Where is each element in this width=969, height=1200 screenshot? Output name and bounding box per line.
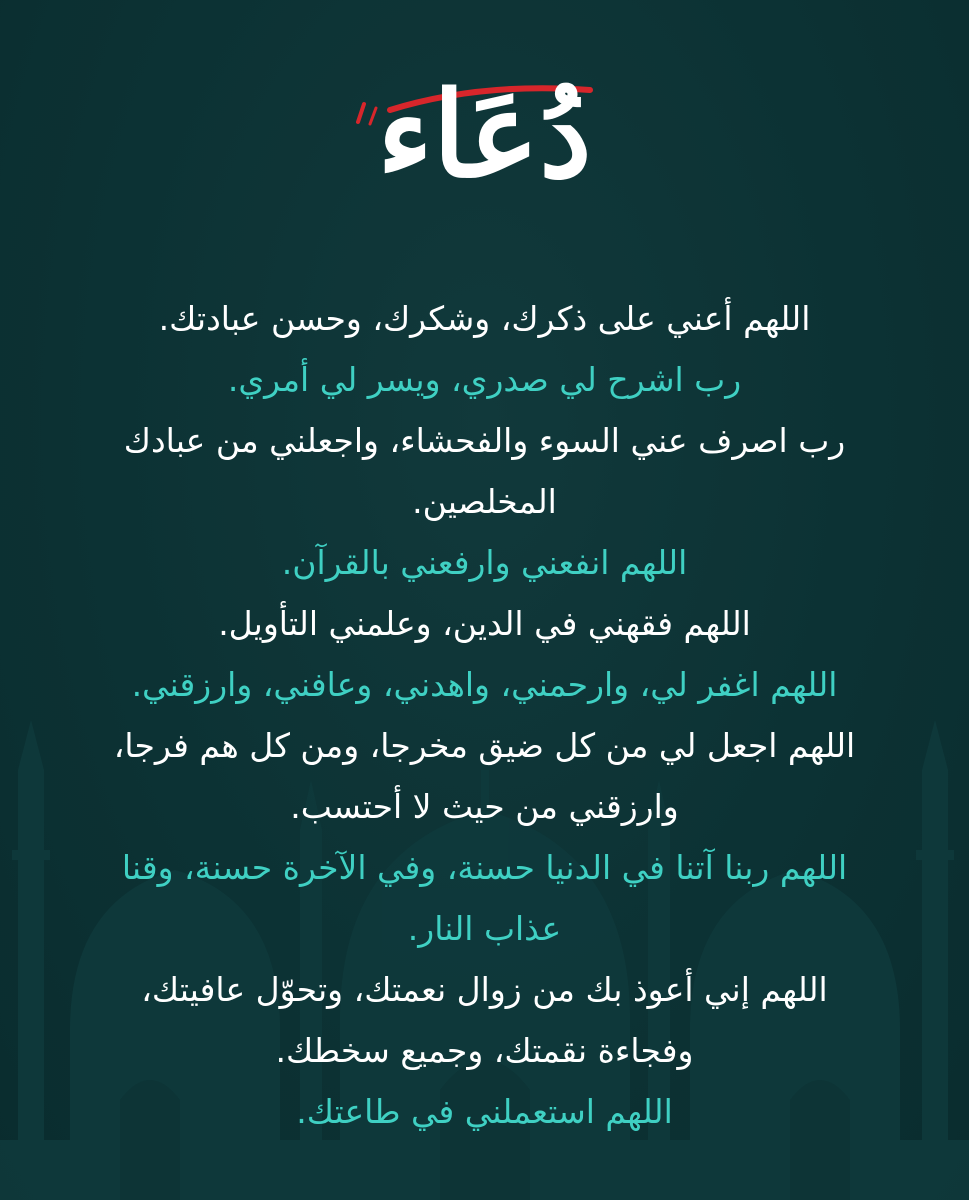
- dua-line: وارزقني من حيث لا أحتسب.: [290, 787, 679, 826]
- dua-line: اللهم اغفر لي، وارحمني، واهدني، وعافني، وارزقني.: [131, 665, 838, 704]
- dua-line: اللهم أعني على ذكرك، وشكرك، وحسن عبادتك.: [158, 299, 811, 338]
- dua-line: رب اصرف عني السوء والفحشاء، واجعلني من عبادك: [123, 421, 846, 460]
- dua-line: اللهم اجعل لي من كل ضيق مخرجا، ومن كل هم فرجا،: [113, 726, 856, 765]
- dua-line: اللهم استعملني في طاعتك.: [296, 1092, 673, 1131]
- dua-line: اللهم فقهني في الدين، وعلمني التأويل.: [218, 604, 751, 643]
- title-container: [0, 40, 969, 230]
- dua-line: المخلصين.: [412, 482, 557, 521]
- dua-line: عذاب النار.: [407, 909, 562, 948]
- dua-line: اللهم ربنا آتنا في الدنيا حسنة، وفي الآخرة حسنة، وقنا: [121, 848, 848, 887]
- dua-lines: [60, 290, 909, 1144]
- dua-line: رب اشرح لي صدري، ويسر لي أمري.: [227, 360, 742, 399]
- page-title: دُعَاء: [377, 65, 592, 204]
- dua-line: اللهم انفعني وارفعني بالقرآن.: [281, 543, 688, 582]
- dua-line: وفجاءة نقمتك، وجميع سخطك.: [275, 1031, 694, 1070]
- dua-line: اللهم إني أعوذ بك من زوال نعمتك، وتحوّل عافيتك،: [141, 970, 828, 1009]
